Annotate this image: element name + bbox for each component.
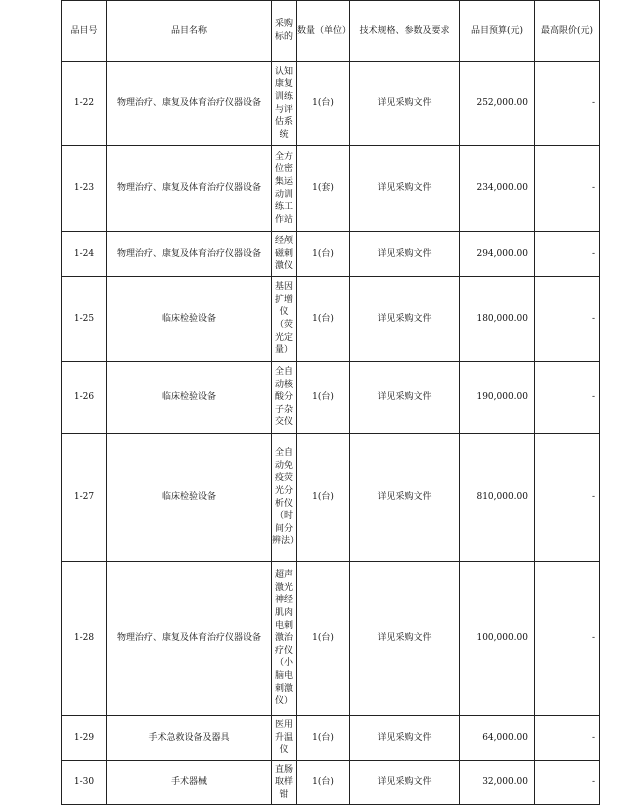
target-cell: 认知康复训练与评估系统 (272, 62, 297, 146)
table-row (62, 716, 600, 761)
item-name-cell: 物理治疗、康复及体育治疗仪器设备 (107, 232, 272, 277)
table-row (62, 146, 600, 232)
budget-cell: 234,000.00 (460, 146, 535, 232)
spec-cell: 详见采购文件 (350, 434, 460, 562)
header-quantity: 数量（单位） (297, 1, 350, 62)
item-name-cell: 物理治疗、康复及体育治疗仪器设备 (107, 146, 272, 232)
item-no-cell: 1-29 (62, 716, 107, 761)
budget-cell: 252,000.00 (460, 62, 535, 146)
item-no-cell: 1-28 (62, 562, 107, 716)
quantity-cell: 1(台) (297, 434, 350, 562)
max-price-cell: - (535, 716, 600, 761)
header-row (62, 1, 600, 62)
spec-cell: 详见采购文件 (350, 277, 460, 362)
max-price-cell: - (535, 434, 600, 562)
target-cell: 全自动核酸分子杂交仪 (272, 362, 297, 434)
quantity-cell: 1(台) (297, 277, 350, 362)
target-cell: 经颅磁刺激仪 (272, 232, 297, 277)
spec-cell: 详见采购文件 (350, 562, 460, 716)
spec-cell: 详见采购文件 (350, 146, 460, 232)
max-price-cell: - (535, 362, 600, 434)
quantity-cell: 1(台) (297, 232, 350, 277)
item-no-cell: 1-25 (62, 277, 107, 362)
item-no-cell: 1-23 (62, 146, 107, 232)
header-spec: 技术规格、参数及要求 (350, 1, 460, 62)
budget-cell: 294,000.00 (460, 232, 535, 277)
item-name-cell: 手术急救设备及器具 (107, 716, 272, 761)
table-row (62, 562, 600, 716)
target-cell: 全自动免疫荧光分析仪（时间分辨法） (272, 434, 297, 562)
quantity-cell: 1(台) (297, 716, 350, 761)
budget-cell: 190,000.00 (460, 362, 535, 434)
budget-cell: 100,000.00 (460, 562, 535, 716)
item-name-cell: 临床检验设备 (107, 277, 272, 362)
item-no-cell: 1-22 (62, 62, 107, 146)
max-price-cell: - (535, 761, 600, 805)
item-name-cell: 临床检验设备 (107, 434, 272, 562)
budget-cell: 64,000.00 (460, 716, 535, 761)
budget-cell: 810,000.00 (460, 434, 535, 562)
item-no-cell: 1-30 (62, 761, 107, 805)
spec-cell: 详见采购文件 (350, 232, 460, 277)
item-name-cell: 物理治疗、康复及体育治疗仪器设备 (107, 62, 272, 146)
procurement-table (61, 0, 600, 805)
max-price-cell: - (535, 146, 600, 232)
spec-cell: 详见采购文件 (350, 761, 460, 805)
budget-cell: 180,000.00 (460, 277, 535, 362)
max-price-cell: - (535, 277, 600, 362)
target-cell: 医用升温仪 (272, 716, 297, 761)
item-name-cell: 手术器械 (107, 761, 272, 805)
table-row (62, 277, 600, 362)
quantity-cell: 1(台) (297, 362, 350, 434)
spec-cell: 详见采购文件 (350, 362, 460, 434)
quantity-cell: 1(台) (297, 62, 350, 146)
item-no-cell: 1-26 (62, 362, 107, 434)
header-max-price: 最高限价(元) (535, 1, 600, 62)
header-item-name: 品目名称 (107, 1, 272, 62)
table-row (62, 434, 600, 562)
table-row (62, 62, 600, 146)
table-row (62, 362, 600, 434)
table-row (62, 761, 600, 805)
item-no-cell: 1-27 (62, 434, 107, 562)
target-cell: 全方位密集运动训练工作站 (272, 146, 297, 232)
max-price-cell: - (535, 562, 600, 716)
target-cell: 超声激光神经肌肉电刺激治疗仪（小脑电刺激仪） (272, 562, 297, 716)
header-target: 采购标的 (272, 1, 297, 62)
target-cell: 直肠取样钳 (272, 761, 297, 805)
budget-cell: 32,000.00 (460, 761, 535, 805)
quantity-cell: 1(台) (297, 761, 350, 805)
table-row (62, 232, 600, 277)
max-price-cell: - (535, 62, 600, 146)
spec-cell: 详见采购文件 (350, 716, 460, 761)
item-no-cell: 1-24 (62, 232, 107, 277)
item-name-cell: 物理治疗、康复及体育治疗仪器设备 (107, 562, 272, 716)
quantity-cell: 1(套) (297, 146, 350, 232)
max-price-cell: - (535, 232, 600, 277)
header-item-no: 品目号 (62, 1, 107, 62)
item-name-cell: 临床检验设备 (107, 362, 272, 434)
spec-cell: 详见采购文件 (350, 62, 460, 146)
target-cell: 基因扩增仪（荧光定量） (272, 277, 297, 362)
quantity-cell: 1(台) (297, 562, 350, 716)
header-budget: 品目预算(元) (460, 1, 535, 62)
